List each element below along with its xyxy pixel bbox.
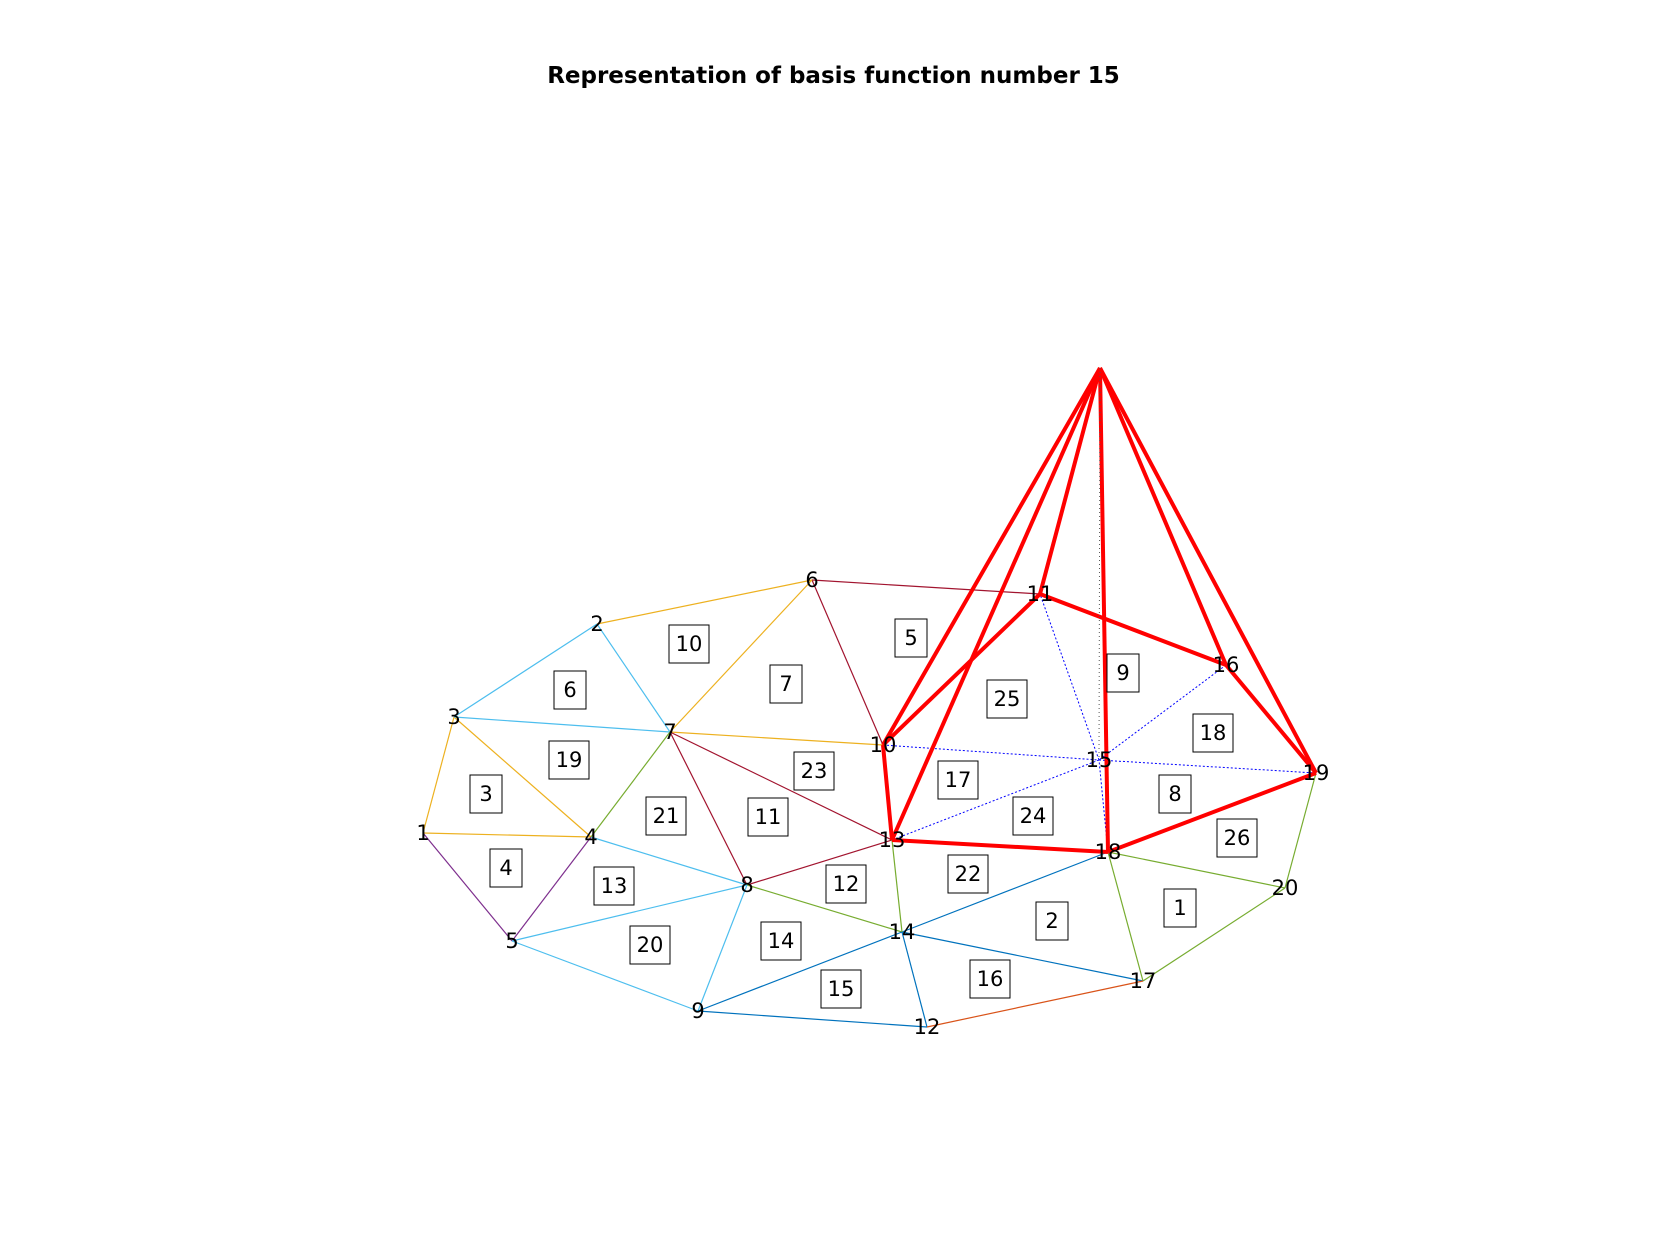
node-label-6: 6 (805, 568, 819, 592)
element-label-text: 2 (1045, 909, 1059, 933)
element-label-text: 23 (800, 759, 828, 783)
element-label-text: 24 (1019, 804, 1047, 828)
mesh-edge-8-13 (747, 840, 892, 885)
element-label-text: 21 (652, 804, 680, 828)
element-label-21 (646, 797, 686, 835)
node-label-8: 8 (740, 873, 754, 897)
element-label-26 (1217, 819, 1257, 857)
element-label-13 (594, 867, 634, 905)
element-label-17 (938, 761, 978, 799)
pyramid-base-edge-16-19 (1226, 665, 1316, 773)
pyramid-apex-edge-19 (1100, 368, 1316, 773)
node-label-14: 14 (888, 920, 916, 944)
mesh-edge-15-19 (1099, 760, 1316, 773)
element-label-text: 7 (779, 672, 793, 696)
node-label-5: 5 (505, 929, 519, 953)
element-label-text: 25 (993, 687, 1021, 711)
node-label-18: 18 (1094, 840, 1122, 864)
mesh-edge-17-18 (1108, 852, 1143, 981)
node-label-15: 15 (1085, 748, 1113, 772)
element-label-19 (549, 741, 589, 779)
element-label-text: 12 (832, 872, 860, 896)
element-label-text: 26 (1223, 826, 1251, 850)
element-label-text: 20 (636, 933, 664, 957)
node-label-19: 19 (1302, 761, 1330, 785)
node-label-9: 9 (691, 999, 705, 1023)
mesh-edge-3-7 (454, 717, 670, 732)
node-label-12: 12 (913, 1015, 941, 1039)
mesh-edge-8-9 (698, 885, 747, 1011)
node-label-11: 11 (1026, 582, 1054, 606)
element-label-11 (748, 798, 788, 836)
element-label-6 (554, 671, 586, 709)
element-label-text: 16 (976, 967, 1004, 991)
node-label-16: 16 (1212, 653, 1240, 677)
element-label-12 (826, 865, 866, 903)
mesh-edge-13-14 (892, 840, 902, 932)
element-label-9 (1107, 654, 1139, 692)
element-label-1 (1164, 889, 1196, 927)
element-label-5 (895, 619, 927, 657)
mesh-edge-19-20 (1285, 773, 1316, 888)
element-labels (470, 619, 1257, 1008)
pyramid-base-edge-13-10 (883, 745, 892, 840)
pyramid-base-edge-18-13 (892, 840, 1108, 852)
element-label-20 (630, 926, 670, 964)
node-label-2: 2 (590, 612, 604, 636)
mesh-edge-11-15 (1040, 594, 1099, 760)
mesh-edge-12-14 (902, 932, 927, 1027)
element-label-22 (948, 855, 988, 893)
element-label-3 (470, 775, 502, 813)
node-label-13: 13 (878, 828, 906, 852)
figure-title: Representation of basis function number 15 (547, 63, 1120, 89)
element-label-text: 6 (563, 678, 577, 702)
element-label-text: 22 (954, 862, 982, 886)
element-label-18 (1193, 714, 1233, 752)
mesh-edge-1-3 (423, 717, 454, 833)
element-label-text: 11 (754, 805, 782, 829)
element-label-text: 14 (767, 929, 795, 953)
element-label-2 (1036, 902, 1068, 940)
element-label-23 (794, 752, 834, 790)
node-label-1: 1 (416, 821, 430, 845)
element-label-text: 13 (600, 874, 628, 898)
element-label-text: 4 (499, 856, 513, 880)
element-label-7 (770, 665, 802, 703)
mesh-edge-2-6 (597, 580, 812, 624)
mesh-edge-9-12 (698, 1011, 927, 1027)
mesh-edge-1-4 (423, 833, 591, 837)
mesh-edge-7-10 (670, 732, 883, 745)
element-label-text: 10 (675, 632, 703, 656)
pyramid-base-edge-19-18 (1108, 773, 1316, 852)
mesh-edge-14-18 (902, 852, 1108, 932)
node-label-20: 20 (1271, 876, 1299, 900)
node-label-17: 17 (1129, 969, 1157, 993)
mesh-edge-2-7 (597, 624, 670, 732)
element-label-text: 3 (479, 782, 493, 806)
mesh-edge-18-20 (1108, 852, 1285, 888)
element-label-16 (970, 960, 1010, 998)
element-label-24 (1013, 797, 1053, 835)
element-label-14 (761, 922, 801, 960)
element-label-25 (987, 680, 1027, 718)
node-label-7: 7 (663, 720, 677, 744)
element-label-text: 17 (944, 768, 972, 792)
node-label-10: 10 (869, 733, 897, 757)
mesh-edge-10-15 (883, 745, 1099, 760)
element-label-8 (1159, 775, 1191, 813)
node-label-4: 4 (584, 825, 598, 849)
mesh-edge-12-17 (927, 981, 1143, 1027)
node-label-3: 3 (447, 705, 461, 729)
mesh-edge-6-10 (812, 580, 883, 745)
element-label-15 (821, 970, 861, 1008)
element-label-text: 1 (1173, 896, 1187, 920)
element-label-4 (490, 849, 522, 887)
pyramid-apex-edge-16 (1100, 368, 1226, 665)
element-label-10 (669, 625, 709, 663)
element-label-text: 18 (1199, 721, 1227, 745)
mesh-edge-14-17 (902, 932, 1143, 981)
element-label-text: 9 (1116, 661, 1130, 685)
element-label-text: 5 (904, 626, 918, 650)
pyramid-base-edge-10-11 (883, 594, 1040, 745)
element-label-text: 8 (1168, 782, 1182, 806)
element-label-text: 19 (555, 748, 583, 772)
element-label-text: 15 (827, 977, 855, 1001)
